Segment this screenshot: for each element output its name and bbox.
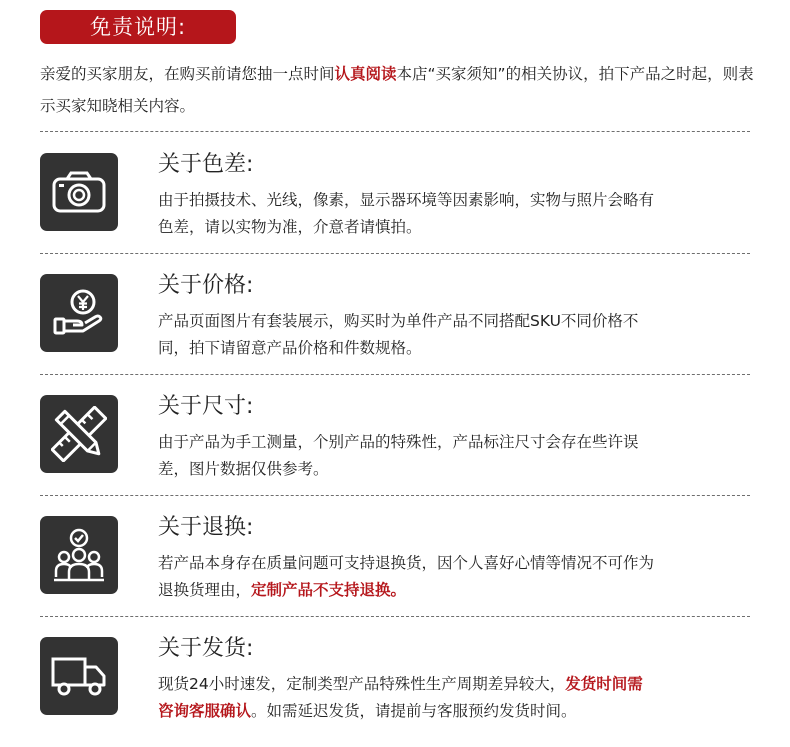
section-body-text: 若产品本身存在质量问题可支持退换货，因个人喜好心情等情况不可作为退换货理由，	[158, 554, 655, 599]
section-body: 由于产品为手工测量，个别产品的特殊性，产品标注尺寸会存在些许误差，图片数据仅供参考。	[158, 433, 639, 478]
yen-hand-icon	[40, 274, 118, 352]
section-body: 产品页面图片有套装展示，购买时为单件产品不同搭配SKU不同价格不同，拍下请留意产品价格和件数规格。	[158, 312, 639, 357]
divider	[40, 616, 750, 617]
intro-highlight: 认真阅读	[334, 65, 397, 83]
section-returns	[40, 516, 750, 626]
section-highlight: 定制产品不支持退换。	[251, 581, 407, 599]
ruler-pencil-icon	[40, 395, 118, 473]
section-title: 关于色差:	[158, 152, 254, 177]
divider	[40, 131, 750, 132]
section-title: 关于发货:	[158, 636, 254, 661]
divider	[40, 495, 750, 496]
section-shipping	[40, 637, 750, 747]
divider	[40, 374, 750, 375]
section-body-text: 现货24小时速发，定制类型产品特殊性生产周期差异较大，	[158, 675, 566, 693]
truck-icon	[40, 637, 118, 715]
page-title: 免责说明:	[40, 10, 236, 44]
section-body	[158, 671, 658, 725]
section-title: 关于退换:	[158, 515, 254, 540]
section-size	[40, 395, 750, 505]
section-body-text-after: 。如需延迟发货，请提前与客服预约发货时间。	[251, 702, 577, 720]
divider	[40, 253, 750, 254]
section-title: 关于价格:	[158, 273, 254, 298]
intro-text-1: 亲爱的买家朋友，在购买前请您抽一点时间	[40, 65, 335, 83]
section-highlight: 发货时间需咨询客服确认	[158, 675, 643, 720]
section-body	[158, 550, 658, 604]
section-title: 关于尺寸:	[158, 394, 254, 419]
section-color-difference	[40, 153, 750, 263]
section-body: 由于拍摄技术、光线，像素，显示器环境等因素影响，实物与照片会略有色差，请以实物为准，介意者请慎拍。	[158, 191, 655, 236]
section-price	[40, 274, 750, 384]
intro-text-2: 本店“买家须知”的相关协议，拍下产品之时起，则表示买家知晓相关内容。	[40, 65, 754, 115]
intro-paragraph	[40, 58, 755, 122]
camera-icon	[40, 153, 118, 231]
people-check-icon	[40, 516, 118, 594]
